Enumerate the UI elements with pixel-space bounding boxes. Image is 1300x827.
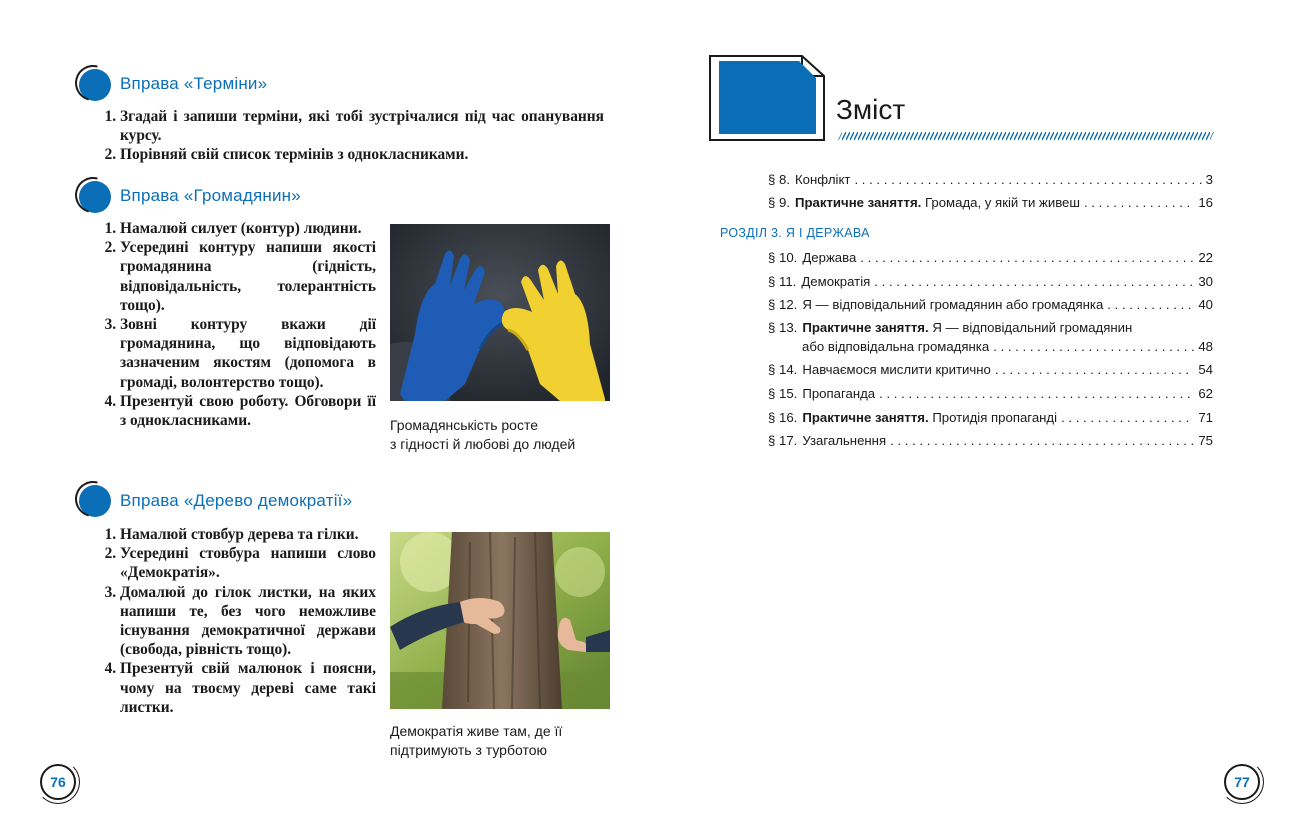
exercise-3-step: 2. Усередині стовбура напиши слово «Демократія». <box>120 544 376 582</box>
toc-row-12[interactable] <box>768 295 1213 314</box>
toc-leader <box>1061 408 1194 427</box>
toc-num: § 13. <box>768 320 798 335</box>
toc-title: Зміст <box>836 94 906 125</box>
exercise-2-step: 1. Намалюй силует (контур) людини. <box>120 219 376 238</box>
toc-leader <box>860 248 1194 267</box>
tree-hug-caption <box>390 722 562 760</box>
caption-line: Демократія живе там, де її <box>390 723 563 739</box>
exercise-3-step: 3. Домалюй до гілок листки, на яких напиши те, без чого неможливе існування демократичної держави (свобода, рівність тощо). <box>120 583 376 660</box>
toc-row-14[interactable] <box>768 360 1213 379</box>
exercise-2-title: Вправа «Громадянин» <box>120 186 301 205</box>
toc-text: Навчаємося мислити критично <box>802 362 991 377</box>
page-number-right: 77 <box>1224 764 1260 800</box>
page-number-left: 76 <box>40 764 76 800</box>
caption-line: підтримують з турботою <box>390 742 547 758</box>
document-folder-icon <box>708 54 826 142</box>
toc-text: Держава <box>802 250 857 265</box>
toc-leader <box>879 384 1194 403</box>
toc-num: § 10. <box>768 250 798 265</box>
toc-bold: Практичне заняття. <box>802 410 929 425</box>
exercise-1-steps <box>99 107 604 165</box>
exercise-2-step: 3. Зовні контуру вкажи дії громадянина, що відповідають зазначеним якостям (допомога в громаді, волонтерство тощо). <box>120 315 376 392</box>
toc-row-15[interactable] <box>768 384 1213 403</box>
toc-row-10[interactable] <box>768 248 1213 267</box>
toc-text: Демократія <box>801 274 871 289</box>
toc-num: § 14. <box>768 362 798 377</box>
exercise-2-bullet-icon <box>79 181 111 213</box>
hands-heart-image <box>390 224 610 401</box>
toc-page: 3 <box>1205 172 1213 187</box>
exercise-3-step: 4. Презентуй свій малюнок і поясни, чому на твоєму дереві саме такі листки. <box>120 659 376 717</box>
toc-num: § 8. <box>768 172 790 187</box>
toc-num: § 9. <box>768 195 790 210</box>
toc-page: 40 <box>1198 297 1213 312</box>
caption-line: Громадянськість росте <box>390 417 538 433</box>
hands-heart-photo <box>390 224 610 401</box>
toc-num: § 12. <box>768 297 798 312</box>
toc-num: § 17. <box>768 433 798 448</box>
toc-text-cont: або відповідальна громадянка <box>802 339 990 354</box>
exercise-1-step: 2. Порівняй свій список термінів з однокласниками. <box>120 145 604 164</box>
hands-heart-caption <box>390 416 575 454</box>
title-underline-hatch <box>838 132 1214 140</box>
toc-page: 30 <box>1198 274 1213 289</box>
toc-leader <box>995 360 1194 379</box>
toc-page: 16 <box>1198 195 1213 210</box>
toc-text: Я — відповідальний громадянин або громадянка <box>802 297 1104 312</box>
toc-row-13-cont[interactable] <box>802 337 1213 356</box>
exercise-2-step: 2. Усередині контуру напиши якості громадянина (гідність, відповідальність, толерантність тощо). <box>120 238 376 315</box>
exercise-1-step: 1. Згадай і запиши терміни, які тобі зустрічалися під час опанування курсу. <box>120 107 604 145</box>
exercise-1-title: Вправа «Терміни» <box>120 74 268 93</box>
toc-leader <box>1084 193 1194 212</box>
toc-leader <box>854 170 1201 189</box>
exercise-3-steps <box>99 525 376 717</box>
toc-page: 71 <box>1198 410 1213 425</box>
toc-text: Протидія пропаганді <box>928 410 1058 425</box>
caption-line: з гідності й любові до людей <box>390 436 576 452</box>
toc-leader <box>890 431 1194 450</box>
toc-row-16[interactable] <box>768 408 1213 427</box>
toc-leader <box>1107 295 1194 314</box>
exercise-3-title: Вправа «Дерево демократії» <box>120 491 353 510</box>
toc-text: Пропаганда <box>802 386 876 401</box>
tree-hug-image <box>390 532 610 709</box>
toc-leader <box>874 272 1194 291</box>
exercise-1-bullet-icon <box>79 69 111 101</box>
toc-row-8[interactable] <box>768 170 1213 189</box>
toc-num: § 11. <box>768 274 797 289</box>
toc-text: Я — відповідальний громадянин <box>928 320 1133 335</box>
toc-row-17[interactable] <box>768 431 1213 450</box>
toc-leader <box>993 337 1194 356</box>
toc-text: Конфлікт <box>795 172 851 187</box>
toc-row-13[interactable] <box>768 318 1213 337</box>
section-heading: РОЗДІЛ 3. Я І ДЕРЖАВА <box>720 226 870 240</box>
toc-num: § 16. <box>768 410 798 425</box>
toc-page: 54 <box>1198 362 1213 377</box>
toc-page: 48 <box>1198 339 1213 354</box>
exercise-2-steps <box>99 219 376 430</box>
exercise-3-step: 1. Намалюй стовбур дерева та гілки. <box>120 525 376 544</box>
exercise-2-step: 4. Презентуй свою роботу. Обговори її з однокласниками. <box>120 392 376 430</box>
toc-page: 22 <box>1198 250 1213 265</box>
toc-row-9[interactable] <box>768 193 1213 212</box>
toc-text: Громада, у якій ти живеш <box>921 195 1080 210</box>
toc-bold: Практичне заняття. <box>795 195 922 210</box>
exercise-3-bullet-icon <box>79 485 111 517</box>
toc-page: 62 <box>1198 386 1213 401</box>
toc-bold: Практичне заняття. <box>802 320 929 335</box>
toc-page: 75 <box>1198 433 1213 448</box>
toc-text: Узагальнення <box>802 433 887 448</box>
toc-row-11[interactable] <box>768 272 1213 291</box>
toc-num: § 15. <box>768 386 798 401</box>
tree-hug-photo <box>390 532 610 709</box>
